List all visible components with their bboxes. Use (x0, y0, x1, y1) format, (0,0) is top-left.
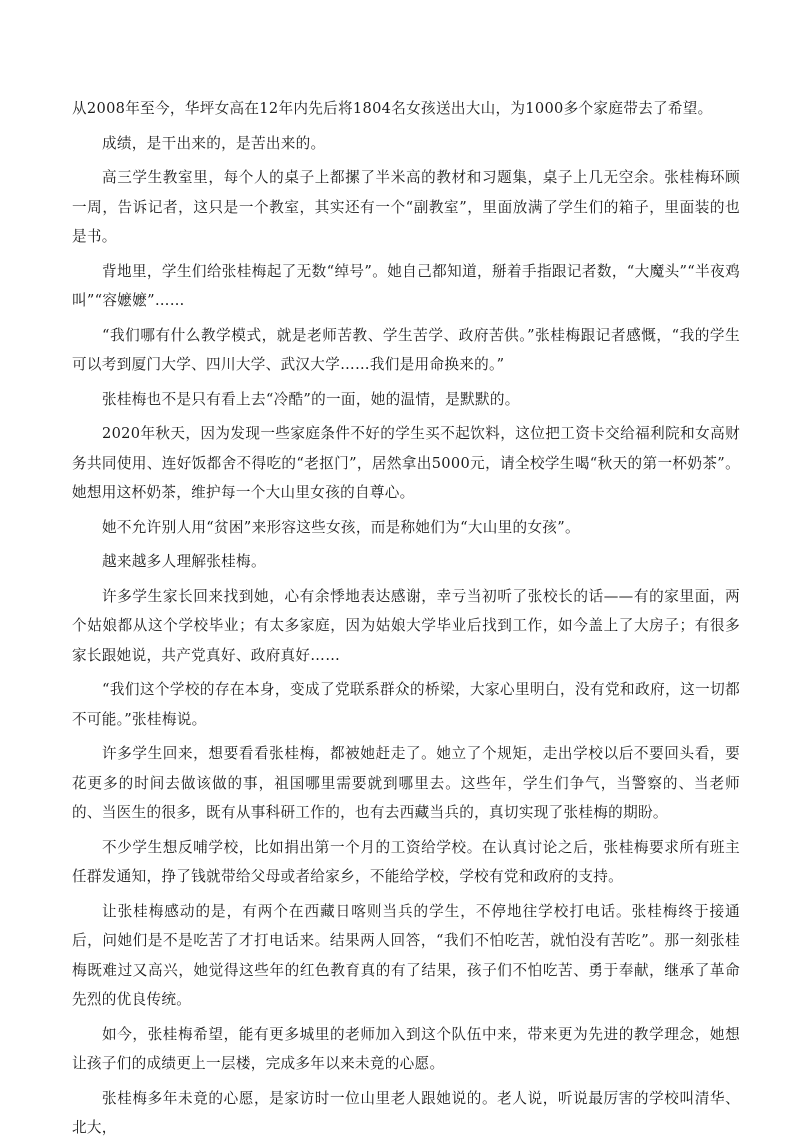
paragraph-3: 高三学生教室里，每个人的桌子上都摞了半米高的教材和习题集，桌子上几无空余。张桂梅环顾一周，告诉记者，这只是一个教室，其实还有一个“副教室”，里面放满了学生们的箱子，里面装的也是书。 (72, 169, 740, 245)
paragraph-14: 让张桂梅感动的是，有两个在西藏日喀则当兵的学生，不停地往学校打电话。张桂梅终于接通后，问她们是不是吃苦了才打电话来。结果两人回答，“我们不怕吃苦，就怕没有苦吃”。那一刻张桂梅既难过又高兴，她觉得这些年的红色教育真的有了结果，孩子们不怕吃苦、勇于奉献，继承了革命先烈的优良传统。 (72, 902, 740, 1008)
paragraph-12: 许多学生回来，想要看看张桂梅，都被她赶走了。她立了个规矩，走出学校以后不要回头看，要花更多的时间去做该做的事，祖国哪里需要就到哪里去。这些年，学生们争气，当警察的、当老师的、当医生的很多，既有从事科研工作的，也有去西藏当兵的，真切实现了张桂梅的期盼。 (72, 745, 740, 821)
paragraph-4: 背地里，学生们给张桂梅起了无数“绰号”。她自己都知道，掰着手指跟记者数，“大魔头”“半夜鸡叫”“容嬷嬷”…… (72, 262, 740, 309)
paragraph-9: 越来越多人理解张桂梅。 (102, 553, 266, 570)
paragraph-2: 成绩，是干出来的，是苦出来的。 (102, 134, 326, 152)
article-body (72, 94, 740, 1148)
paragraph-15: 如今，张桂梅希望，能有更多城里的老师加入到这个队伍中来，带来更为先进的教学理念，她想让孩子们的成绩更上一层楼，完成多年以来未竟的心愿。 (72, 1025, 740, 1072)
paragraph-11: “我们这个学校的存在本身，变成了党联系群众的桥梁，大家心里明白，没有党和政府，这一切都不可能。”张桂梅说。 (72, 681, 740, 728)
paragraph-6: 张桂梅也不是只有看上去“冷酷”的一面，她的温情，是默默的。 (102, 390, 520, 408)
paragraph-1: 从2008年至今，华坪女高在12年内先后将1804名女孩送出大山，为1000多个家庭带去了希望。 (72, 100, 713, 117)
paragraph-10: 许多学生家长回来找到她，心有余悸地表达感谢，幸亏当初听了张校长的话——有的家里面，两个姑娘都从这个学校毕业；有太多家庭，因为姑娘大学毕业后找到工作，如今盖上了大房子；有很多家长跟她说，共产党真好、政府真好…… (72, 587, 740, 664)
paragraph-7: 2020年秋天，因为发现一些家庭条件不好的学生买不起饮料，这位把工资卡交给福利院和女高财务共同使用、连好饭都舍不得吃的“老抠门”，居然拿出5000元，请全校学生喝“秋天的第一杯奶茶”。她想用这杯奶茶，维护每一个大山里女孩的自尊心。 (72, 425, 740, 501)
paragraph-5: “我们哪有什么教学模式，就是老师苦教、学生苦学、政府苦供。”张桂梅跟记者感慨，“我的学生可以考到厦门大学、四川大学、武汉大学……我们是用命换来的。” (72, 326, 740, 373)
paragraph-8: 她不允许别人用“贫困”来形容这些女孩，而是称她们为“大山里的女孩”。 (102, 518, 580, 536)
paragraph-16: 张桂梅多年未竟的心愿，是家访时一位山里老人跟她说的。老人说，听说最厉害的学校叫清华、北大， (72, 1089, 740, 1136)
paragraph-13: 不少学生想反哺学校，比如捐出第一个月的工资给学校。在认真讨论之后，张桂梅要求所有班主任群发通知，挣了钱就带给父母或者给家乡，不能给学校，学校有党和政府的支持。 (72, 838, 740, 885)
